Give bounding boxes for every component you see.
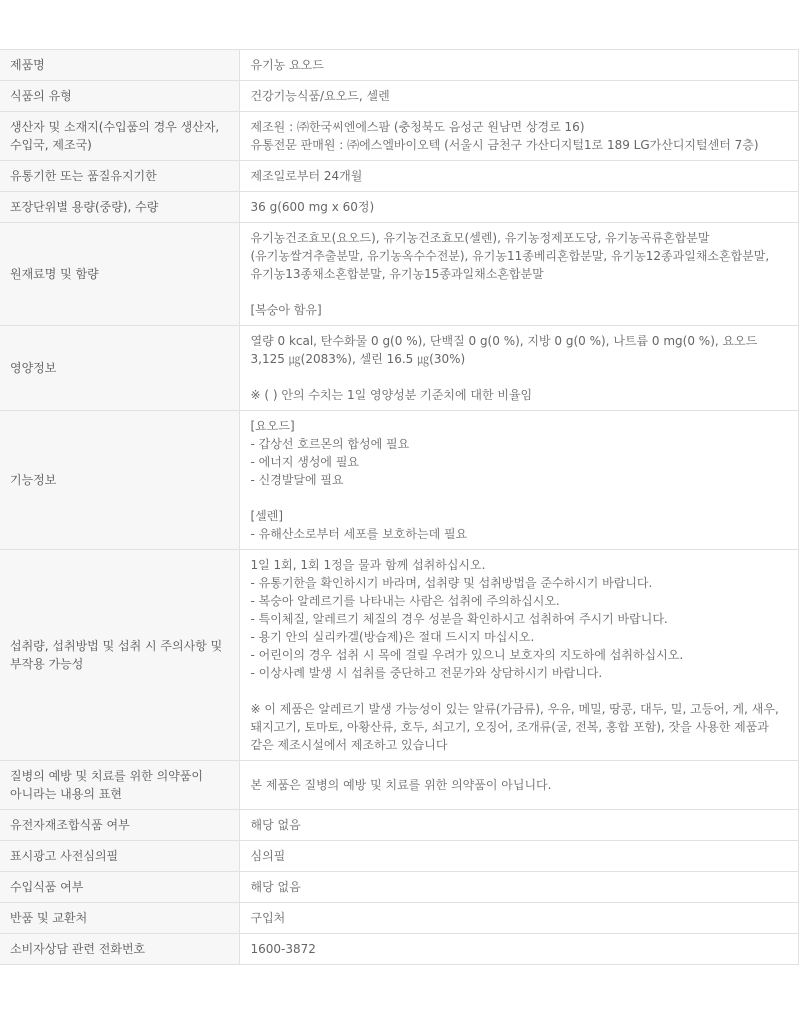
info-row-label: 식품의 유형: [0, 81, 239, 112]
info-value-line: 본 제품은 질병의 예방 및 치료를 위한 의약품이 아닙니다.: [250, 778, 552, 792]
info-row: [0, 761, 799, 810]
info-value-line: [요오드]: [250, 419, 295, 433]
info-row-label: 섭취량, 섭취방법 및 섭취 시 주의사항 및 부작용 가능성: [0, 550, 239, 761]
info-value-line: [251, 368, 789, 386]
info-row-label: 유통기한 또는 품질유지기한: [0, 161, 239, 192]
info-value-line: - 신경발달에 필요: [250, 473, 344, 487]
info-row: [0, 81, 799, 112]
info-row-label: 제품명: [0, 50, 239, 81]
info-row: [0, 810, 799, 841]
info-row: [0, 161, 799, 192]
info-row-value: [239, 903, 799, 934]
info-row-value: [239, 112, 799, 161]
info-value-line: 유기농 요오드: [250, 58, 324, 72]
info-value-line: - 용기 안의 실리카겔(방습제)은 절대 드시지 마십시오.: [250, 630, 535, 644]
info-row-value: [239, 192, 799, 223]
info-row-value: [239, 934, 799, 965]
info-row-value: [239, 81, 799, 112]
info-row: [0, 192, 799, 223]
info-value-line: 유기농건조효모(요오드), 유기농건조효모(셀렌), 유기농정제포도당, 유기농곡류혼합분말(유기농쌀겨추출분말, 유기농옥수수전분), 유기농11종베리혼합분말, 유기농12종과일채소혼합분말, 유기농13종채소혼합분말, 유기농15종과일채소혼합분말: [250, 231, 770, 281]
info-value-line: ※ ( ) 안의 수치는 1일 영양성분 기준치에 대한 비율임: [250, 388, 533, 402]
info-value-line: [251, 682, 789, 700]
info-value-line: - 유해산소로부터 세포를 보호하는데 필요: [250, 527, 468, 541]
info-row-value: [239, 810, 799, 841]
info-value-line: - 유통기한을 확인하시기 바라며, 섭취량 및 섭취방법을 준수하시기 바랍니다.: [250, 576, 653, 590]
product-info-body: [0, 50, 799, 965]
info-row-value: [239, 411, 799, 550]
info-row-label: 질병의 예방 및 치료를 위한 의약품이 아니라는 내용의 표현: [0, 761, 239, 810]
info-row-label: 영양정보: [0, 326, 239, 411]
info-value-line: 1600-3872: [250, 942, 316, 956]
info-row-value: [239, 161, 799, 192]
info-value-line: [복숭아 함유]: [250, 303, 322, 317]
info-row-value: [239, 761, 799, 810]
info-row-value: [239, 326, 799, 411]
info-value-line: [251, 283, 789, 301]
info-value-line: [251, 489, 789, 507]
info-value-line: 구입처: [250, 911, 286, 925]
info-row-label: 기능정보: [0, 411, 239, 550]
info-value-line: - 갑상선 호르몬의 합성에 필요: [250, 437, 410, 451]
info-row-label: 생산자 및 소재지(수입품의 경우 생산자, 수입국, 제조국): [0, 112, 239, 161]
info-row: [0, 411, 799, 550]
info-row-label: 수입식품 여부: [0, 872, 239, 903]
info-row-label: 원재료명 및 함량: [0, 223, 239, 326]
info-row-value: [239, 550, 799, 761]
info-value-line: 열량 0 kcal, 탄수화물 0 g(0 %), 단백질 0 g(0 %), 지방 0 g(0 %), 나트륨 0 mg(0 %), 요오드 3,125 ㎍(2083%), 셀린 16.5 ㎍(30%): [250, 334, 758, 366]
info-row: [0, 934, 799, 965]
product-info-table: [0, 49, 799, 965]
info-value-line: 1일 1회, 1회 1정을 물과 함께 섭취하십시오.: [250, 558, 486, 572]
info-value-line: - 에너지 생성에 필요: [250, 455, 360, 469]
info-row-value: [239, 872, 799, 903]
info-value-line: 유통전문 판매원 : ㈜에스엘바이오텍 (서울시 금천구 가산디지털1로 189 LG가산디지털센터 7층): [250, 138, 759, 152]
info-value-line: ※ 이 제품은 알레르기 발생 가능성이 있는 알류(가금류), 우유, 메밀, 땅콩, 대두, 밀, 고등어, 게, 새우, 돼지고기, 토마토, 아황산류, 호두, 쇠고기, 오징어, 조개류(굴, 전복, 홍합 포함), 잣을 사용한 제품과 같은 제조시설에서 제조하고 있습니다: [250, 702, 779, 752]
info-value-line: 해당 없음: [250, 880, 301, 894]
info-row: [0, 50, 799, 81]
info-value-line: - 특이체질, 알레르기 체질의 경우 성분을 확인하시고 섭취하여 주시기 바랍니다.: [250, 612, 668, 626]
info-row: [0, 550, 799, 761]
info-row: [0, 841, 799, 872]
info-row: [0, 872, 799, 903]
info-row: [0, 223, 799, 326]
info-row-label: 표시광고 사전심의필: [0, 841, 239, 872]
info-row: [0, 903, 799, 934]
info-value-line: - 어린이의 경우 섭취 시 목에 걸릴 우려가 있으니 보호자의 지도하에 섭취하십시오.: [250, 648, 684, 662]
info-row-value: [239, 841, 799, 872]
info-row-label: 유전자재조합식품 여부: [0, 810, 239, 841]
info-value-line: [셀렌]: [250, 509, 284, 523]
info-row-label: 소비자상담 관련 전화번호: [0, 934, 239, 965]
info-value-line: 제조일로부터 24개월: [250, 169, 363, 183]
info-row-value: [239, 223, 799, 326]
info-value-line: - 복숭아 알레르기를 나타내는 사람은 섭취에 주의하십시오.: [250, 594, 560, 608]
info-value-line: 건강기능식품/요오드, 셀렌: [250, 89, 390, 103]
info-value-line: 해당 없음: [250, 818, 301, 832]
info-value-line: - 이상사례 발생 시 섭취를 중단하고 전문가와 상담하시기 바랍니다.: [250, 666, 603, 680]
info-value-line: 제조원 : ㈜한국씨엔에스팜 (충청북도 음성군 원남면 상경로 16): [250, 120, 585, 134]
info-row: [0, 326, 799, 411]
info-row-label: 반품 및 교환처: [0, 903, 239, 934]
info-row-value: [239, 50, 799, 81]
info-value-line: 심의필: [250, 849, 286, 863]
info-value-line: 36 g(600 mg x 60정): [250, 200, 375, 214]
info-row: [0, 112, 799, 161]
info-row-label: 포장단위별 용량(중량), 수량: [0, 192, 239, 223]
